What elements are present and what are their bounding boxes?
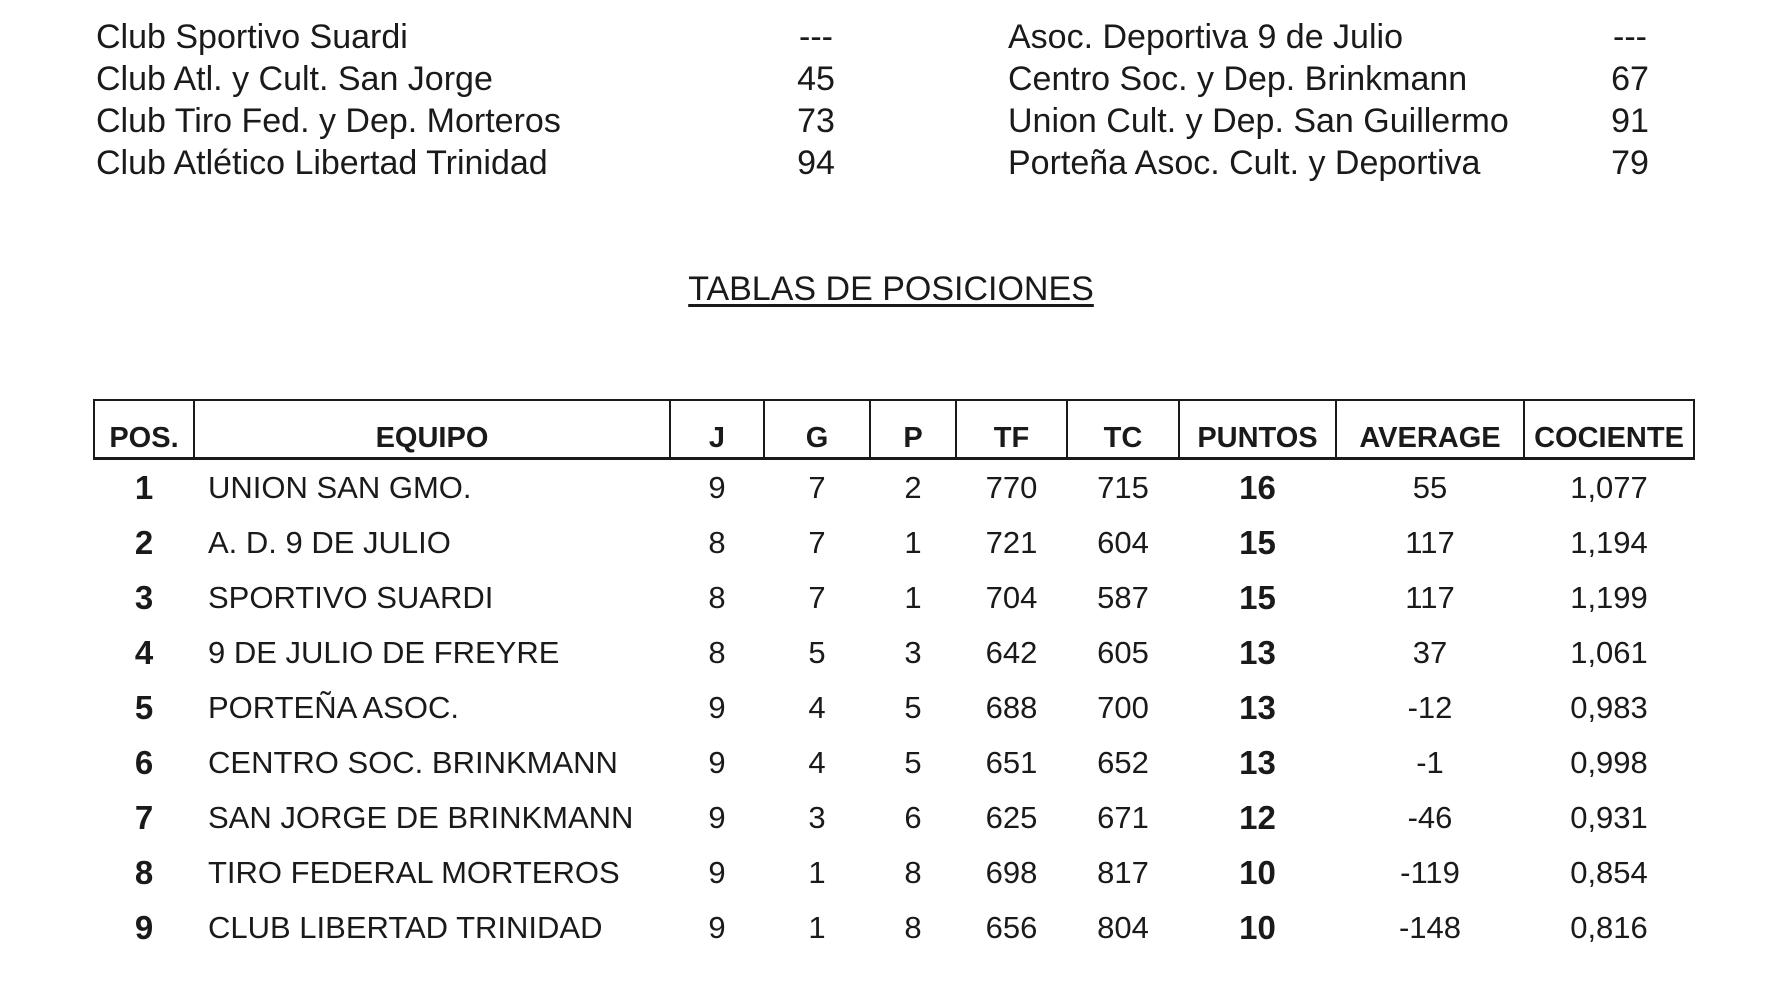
table-row <box>94 845 1694 900</box>
table-row <box>94 735 1694 790</box>
cell-g: 7 <box>808 469 826 505</box>
cell-team: PORTEÑA ASOC. <box>208 689 459 725</box>
cell-g: 3 <box>808 799 826 835</box>
cell-puntos: 13 <box>1239 633 1276 671</box>
header-j: J <box>670 400 764 459</box>
result-score: 45 <box>797 60 835 98</box>
cell-tf: 625 <box>985 799 1038 835</box>
result-row <box>1008 16 1658 58</box>
header-g: G <box>764 400 870 459</box>
result-score: 67 <box>1611 60 1649 98</box>
cell-cociente: 0,983 <box>1570 689 1648 725</box>
cell-tf: 642 <box>985 634 1038 670</box>
table-row <box>94 570 1694 625</box>
cell-cociente: 0,816 <box>1570 909 1648 945</box>
table-row <box>94 900 1694 955</box>
result-row <box>96 142 835 184</box>
page-title <box>0 270 1782 309</box>
result-score: 94 <box>797 144 835 182</box>
cell-pos: 3 <box>134 578 154 616</box>
header-pos: POS. <box>94 400 194 459</box>
cell-average: -46 <box>1407 799 1453 835</box>
cell-tc: 700 <box>1097 689 1149 725</box>
result-team: Club Sportivo Suardi <box>96 18 408 56</box>
result-team: Club Atl. y Cult. San Jorge <box>96 60 493 98</box>
cell-tc: 604 <box>1097 524 1149 560</box>
results-section <box>0 16 1782 186</box>
cell-pos: 7 <box>134 798 154 836</box>
header-tf: TF <box>956 400 1067 459</box>
cell-cociente: 0,931 <box>1570 799 1648 835</box>
cell-average: -12 <box>1407 689 1453 725</box>
cell-average: 37 <box>1412 634 1448 670</box>
cell-g: 1 <box>808 909 826 945</box>
standings-header-row <box>94 400 1694 459</box>
result-row <box>96 100 835 142</box>
cell-tf: 721 <box>985 524 1038 560</box>
cell-pos: 2 <box>134 523 154 561</box>
cell-j: 8 <box>708 579 726 615</box>
cell-puntos: 13 <box>1239 743 1276 781</box>
cell-average: 117 <box>1405 524 1455 560</box>
cell-puntos: 15 <box>1239 523 1276 561</box>
result-team: Centro Soc. y Dep. Brinkmann <box>1008 60 1468 98</box>
cell-g: 4 <box>808 744 826 780</box>
result-team: Club Tiro Fed. y Dep. Morteros <box>96 102 561 140</box>
cell-average: -148 <box>1398 909 1462 945</box>
cell-average: -119 <box>1400 854 1460 890</box>
cell-tc: 605 <box>1097 634 1149 670</box>
cell-j: 9 <box>708 744 726 780</box>
cell-tf: 651 <box>985 744 1038 780</box>
header-average: AVERAGE <box>1336 400 1524 459</box>
cell-team: SPORTIVO SUARDI <box>208 579 494 615</box>
cell-average: 55 <box>1412 469 1448 505</box>
cell-cociente: 1,061 <box>1570 634 1648 670</box>
cell-j: 9 <box>708 799 726 835</box>
cell-p: 1 <box>904 524 922 560</box>
cell-team: SAN JORGE DE BRINKMANN <box>208 799 634 835</box>
cell-pos: 4 <box>134 633 154 671</box>
result-team: Union Cult. y Dep. San Guillermo <box>1008 102 1509 140</box>
cell-puntos: 15 <box>1239 578 1276 616</box>
cell-j: 8 <box>708 524 726 560</box>
cell-tc: 671 <box>1097 799 1149 835</box>
cell-tf: 656 <box>985 909 1038 945</box>
result-row <box>1008 58 1658 100</box>
cell-pos: 1 <box>134 468 154 506</box>
cell-tf: 704 <box>985 579 1038 615</box>
cell-puntos: 16 <box>1239 468 1276 506</box>
cell-g: 5 <box>808 634 826 670</box>
cell-tc: 715 <box>1097 469 1149 505</box>
cell-tf: 688 <box>985 689 1038 725</box>
cell-cociente: 0,854 <box>1570 854 1648 890</box>
cell-p: 1 <box>904 579 922 615</box>
table-row <box>94 459 1694 516</box>
result-score: --- <box>1613 18 1647 56</box>
cell-pos: 5 <box>134 688 154 726</box>
result-score: --- <box>799 18 833 56</box>
table-row <box>94 790 1694 845</box>
cell-team: A. D. 9 DE JULIO <box>208 524 451 560</box>
cell-p: 5 <box>904 689 922 725</box>
cell-team: TIRO FEDERAL MORTEROS <box>208 854 620 890</box>
header-tc: TC <box>1067 400 1179 459</box>
cell-team: UNION SAN GMO. <box>208 469 472 505</box>
result-score: 79 <box>1611 144 1649 182</box>
cell-tf: 698 <box>985 854 1038 890</box>
cell-p: 8 <box>904 909 922 945</box>
cell-j: 9 <box>708 689 726 725</box>
cell-tc: 587 <box>1097 579 1149 615</box>
cell-g: 1 <box>808 854 826 890</box>
result-score: 91 <box>1611 102 1649 140</box>
table-row <box>94 680 1694 735</box>
cell-cociente: 1,199 <box>1570 579 1648 615</box>
cell-g: 7 <box>808 579 826 615</box>
cell-puntos: 12 <box>1239 798 1276 836</box>
cell-tf: 770 <box>985 469 1038 505</box>
results-left-column <box>96 16 835 184</box>
header-equipo: EQUIPO <box>194 400 670 459</box>
header-p: P <box>870 400 956 459</box>
cell-pos: 8 <box>134 853 154 891</box>
cell-average: 117 <box>1405 579 1455 615</box>
cell-tc: 817 <box>1097 854 1149 890</box>
cell-team: 9 DE JULIO DE FREYRE <box>208 634 560 670</box>
cell-p: 5 <box>904 744 922 780</box>
cell-pos: 9 <box>134 908 154 946</box>
result-row <box>1008 142 1658 184</box>
cell-cociente: 0,998 <box>1570 744 1648 780</box>
cell-cociente: 1,077 <box>1570 469 1648 505</box>
result-row <box>1008 100 1658 142</box>
cell-team: CLUB LIBERTAD TRINIDAD <box>208 909 603 945</box>
cell-j: 9 <box>708 909 726 945</box>
header-puntos: PUNTOS <box>1179 400 1336 459</box>
cell-tc: 804 <box>1097 909 1149 945</box>
cell-p: 2 <box>904 469 922 505</box>
header-cociente: COCIENTE <box>1524 400 1694 459</box>
result-row <box>96 16 833 58</box>
cell-p: 6 <box>904 799 922 835</box>
result-team: Club Atlético Libertad Trinidad <box>96 144 548 182</box>
result-row <box>96 58 835 100</box>
cell-cociente: 1,194 <box>1570 524 1648 560</box>
cell-team: CENTRO SOC. BRINKMANN <box>208 744 618 780</box>
cell-p: 3 <box>904 634 922 670</box>
standings-table <box>93 399 1695 955</box>
table-row <box>94 625 1694 680</box>
standings-title: TABLAS DE POSICIONES <box>688 270 1094 308</box>
results-right-column <box>1008 16 1658 184</box>
result-team: Asoc. Deportiva 9 de Julio <box>1008 18 1403 56</box>
cell-pos: 6 <box>134 743 154 781</box>
cell-puntos: 10 <box>1239 908 1276 946</box>
cell-j: 9 <box>708 854 726 890</box>
cell-average: -1 <box>1416 744 1444 780</box>
cell-tc: 652 <box>1097 744 1149 780</box>
cell-g: 7 <box>808 524 826 560</box>
result-team: Porteña Asoc. Cult. y Deportiva <box>1008 144 1481 182</box>
cell-j: 8 <box>708 634 726 670</box>
cell-j: 9 <box>708 469 726 505</box>
cell-puntos: 13 <box>1239 688 1276 726</box>
result-score: 73 <box>797 102 835 140</box>
cell-puntos: 10 <box>1239 853 1276 891</box>
cell-g: 4 <box>808 689 826 725</box>
cell-p: 8 <box>904 854 922 890</box>
table-row <box>94 515 1694 570</box>
